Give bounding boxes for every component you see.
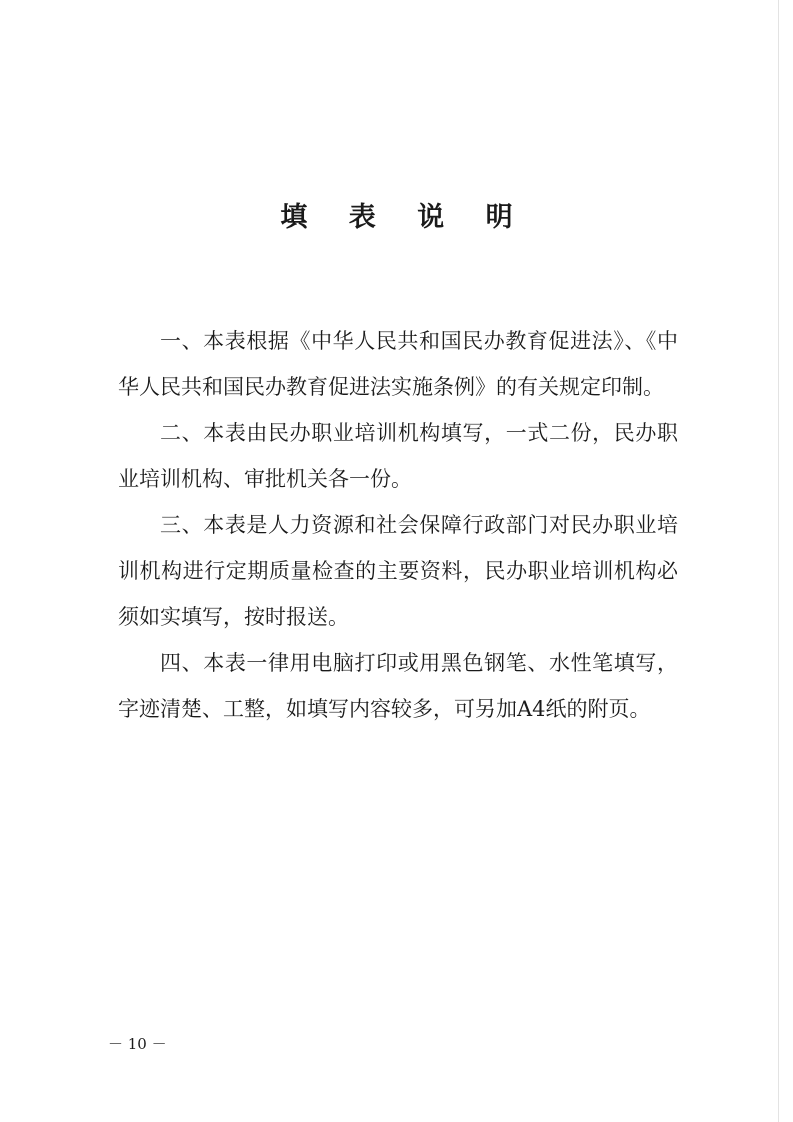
- page-title: 填 表 说 明: [280, 202, 529, 233]
- instruction-paragraph-2: 二、本表由民办职业培训机构填写，一式二份，民办职业培训机构、审批机关各一份。: [118, 421, 678, 491]
- page-number: － 10 －: [108, 1035, 167, 1053]
- instruction-paragraph-1: 一、本表根据《中华人民共和国民办教育促进法》、《中华人民共和国民办教育促进法实施条例》的有关规定印制。: [118, 329, 678, 399]
- instruction-paragraph-3: 三、本表是人力资源和社会保障行政部门对民办职业培训机构进行定期质量检查的主要资料，民办职业培训机构必须如实填写，按时报送。: [118, 513, 678, 629]
- page-edge-line: [778, 0, 779, 1122]
- instructions-body: [118, 318, 678, 732]
- instruction-paragraph-4: 四、本表一律用电脑打印或用黑色钢笔、水性笔填写，字迹清楚、工整，如填写内容较多，可另加A4纸的附页。: [118, 651, 678, 721]
